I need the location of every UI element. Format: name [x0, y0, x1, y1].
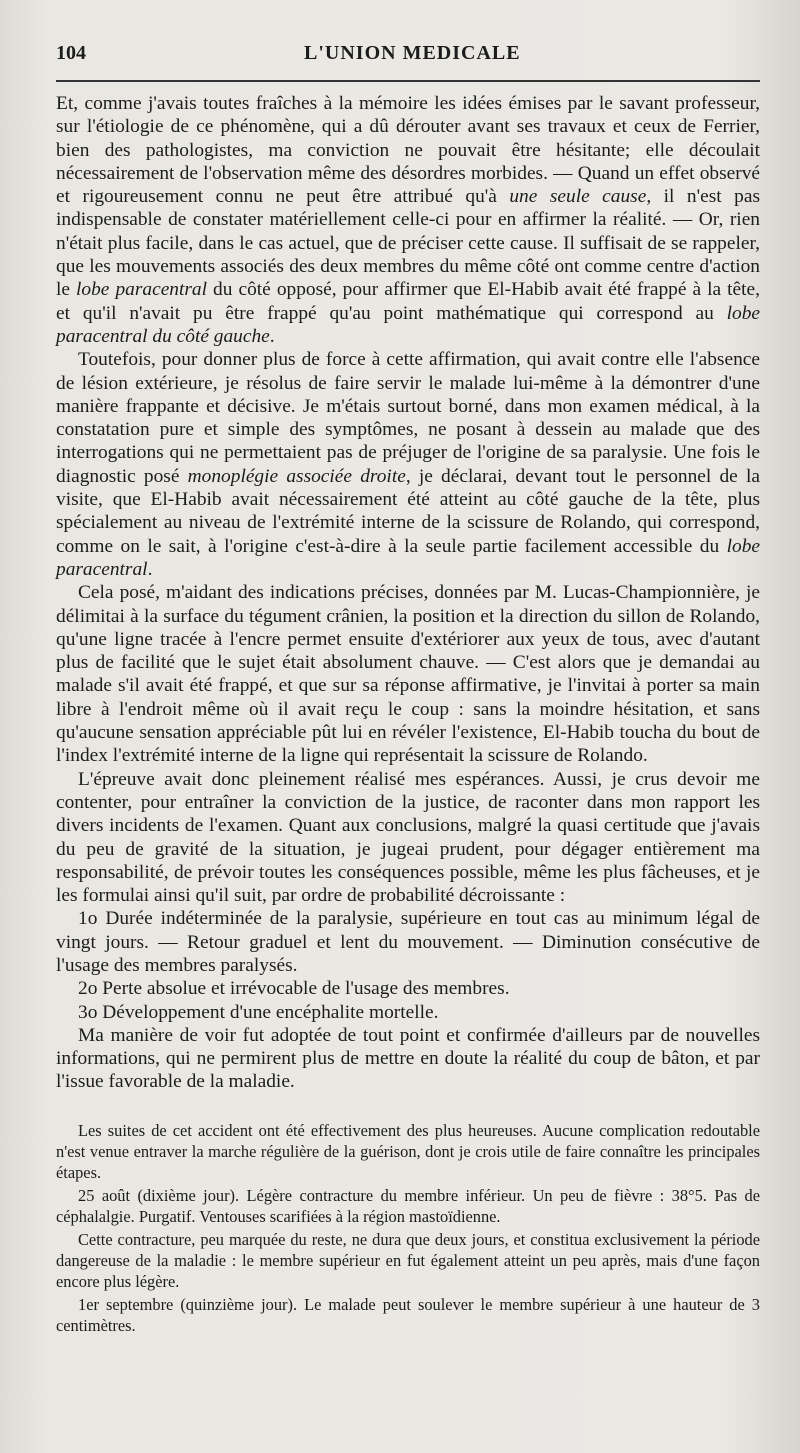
conclusion-item-3: 3o Développement d'une encéphalite mortelle. [78, 1001, 439, 1023]
note-2: 25 août (dixième jour). Légère contracture du membre inférieur. Un peu de fièvre : 38°5. Pas de céphalalgie. Purgatif. Ventouses scarifiées à la région mastoïdienne. [56, 1185, 760, 1226]
paragraph-2 [56, 348, 760, 581]
p1-text-a: Et, comme j'avais toutes fraîches à la mémoire les idées émises par le savant professeur, sur l'étiologie de ce phénomène, qui a dû dérouter avant ses travaux et ceux de Ferrier, bien des pathologistes, ma conviction ne pouvait être hésitante; elle découlait nécessairement de l'observation même des désordres morbides. — Quand un effet observé et rigoureusement connu ne peut être attribué qu'à [56, 93, 760, 208]
p1-italic-c: lobe paracentral du côté gauche [56, 302, 760, 347]
notes-section [56, 1120, 760, 1336]
paragraph-4: L'épreuve avait donc pleinement réalisé mes espérances. Aussi, je crus devoir me contenter, pour entraîner la conviction de la justice, de raconter dans mon rapport les divers incidents de l'examen. Quant aux conclusions, malgré la quasi certitude que j'avais du peu de gravité de la situation, je jugeai prudent, pour dégager entièrement ma responsabilité, de prévoir toutes les conséquences possible, même les plus fâcheuses, et je les formulai ainsi qu'il suit, par ordre de probabilité décroissante : [56, 768, 760, 907]
header-rule [56, 80, 760, 82]
p2-text-a: Toutefois, pour donner plus de force à cette affirmation, qui avait contre elle l'absence de lésion extérieure, je résolus de faire servir le malade lui-même à la démontrer d'une manière frappante et décisive. Je m'étais surtout borné, dans mon examen médical, à la constatation pure et simple des symptômes, ne posant à dessein au malade que des interrogations qui ne permettaient pas de préjuger de l'origine de sa paralysie. Une fois le diagnostic posé [56, 349, 760, 487]
p2-text-b: , je déclarai, devant tout le personnel de la visite, que El-Habib avait nécessairement été atteint au côté gauche de la tête, plus spécialement au niveau de l'extrémité interne de la scissure de Rolando, qui correspond, comme on le sait, à l'origine c'est-à-dire à la seule partie facilement accessible du [56, 465, 760, 557]
note-4: 1er septembre (quinzième jour). Le malade peut soulever le membre supérieur à une hauteur de 3 centimètres. [56, 1294, 760, 1335]
running-title: L'UNION MEDICALE [304, 42, 521, 64]
p2-text-c: . [147, 558, 153, 580]
p1-text-d: . [269, 325, 275, 347]
p1-text-c: du côté opposé, pour affirmer que El-Habib avait été frappé à la tête, et qu'il n'avait pu être frappé qu'au point mathématique qui correspond au [56, 279, 760, 324]
main-text [56, 92, 760, 1094]
p1-italic-a: une seule cause [509, 186, 647, 208]
conclusion-item-2: 2o Perte absolue et irrévocable de l'usage des membres. [78, 978, 510, 1000]
paragraph-3: Cela posé, m'aidant des indications précises, données par M. Lucas-Championnière, je délimitai à la surface du tégument crânien, la position et la direction du sillon de Rolando, qu'une ligne tracée à l'encre permet ensuite d'extériorer aux yeux de tous, avec d'autant plus de facilité que le sujet était absolument chauve. — C'est alors que je demandai au malade s'il avait été frappé, et que sur sa réponse affirmative, je l'invitai à porter sa main libre à l'endroit même où il avait reçu le coup : sans la moindre hésitation, et sans qu'aucune sensation appréciable pût lui en révéler l'existence, El-Habib toucha du bout de l'index l'extrémité interne de la ligne qui représentait la scissure de Rolando. [56, 582, 760, 767]
note-1: Les suites de cet accident ont été effectivement des plus heureuses. Aucune complication redoutable n'est venue entraver la marche régulière de la guérison, dont je crois utile de faire connaître les principales étapes. [56, 1120, 760, 1182]
p2-italic-a: monoplégie associée droite [187, 465, 406, 487]
paragraph-5: Ma manière de voir fut adoptée de tout point et confirmée d'ailleurs par de nouvelles informations, qui ne permirent plus de mettre en doute la réalité du coup de bâton, et par l'issue favorable de la maladie. [56, 1024, 760, 1093]
page-number: 104 [56, 42, 86, 64]
note-3: Cette contracture, peu marquée du reste, ne dura que deux jours, et constitua exclusivement la période dangereuse de la maladie : le membre supérieur en fut également atteint un peu après, mais d'une façon encore plus légère. [56, 1229, 760, 1291]
page-header [56, 34, 760, 74]
paragraph-1 [56, 92, 760, 348]
p1-text-b: , il n'est pas indispensable de constater matériellement celle-ci pour en affirmer la réalité. — Or, rien n'était plus facile, dans le cas actuel, que de préciser cette cause. Il suffisait de se rappeler, que les mouvements associés des deux membres du même côté ont comme centre d'action le [56, 186, 760, 301]
p2-italic-b: lobe paracentral [56, 535, 760, 580]
p1-italic-b: lobe paracentral [76, 279, 208, 301]
conclusion-item-1: 1o Durée indéterminée de la paralysie, supérieure en tout cas au minimum légal de vingt jours. — Retour graduel et lent du mouvement. — Diminution consécutive de l'usage des membres paralysés. [56, 908, 760, 976]
